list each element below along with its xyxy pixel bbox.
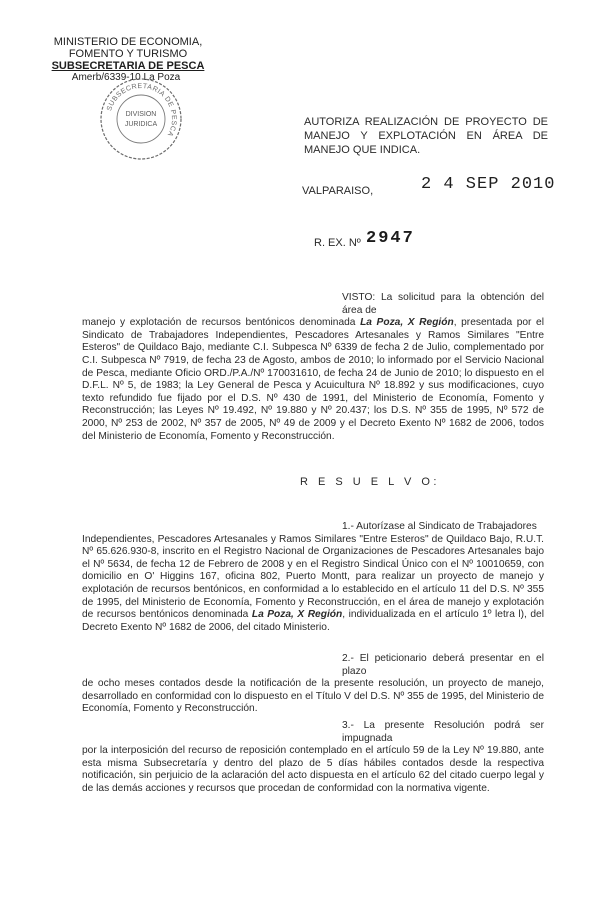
article-1-lead: 1.- Autorízase al Sindicato de Trabajadores xyxy=(342,521,537,532)
place-name: VALPARAISO, xyxy=(302,185,374,197)
area-name: La Poza, X Región xyxy=(360,317,454,329)
article-3-text: por la interposición del recurso de reposición contemplado en el artículo 59 de la Ley Nº 19.880, ante esta misma Subsecretaría y dentro del plazo de 5 días hábiles contados desde la respectiva notificación, sin perjuicio de la aclaración del acto dispuesta en el artículo 62 del citado cuerpo legal y de las demás acciones y recursos que procedan de conformidad con la normativa vigente. xyxy=(82,745,544,794)
article-3-lead: 3.- La presente Resolución podrá ser impugnada xyxy=(342,720,544,744)
file-reference: Amerb/6339-10 La Poza xyxy=(71,72,181,83)
article-2-text: de ocho meses contados desde la notificación de la presente resolución, un proyecto de manejo, desarrollado en conformidad con lo dispuesto en el Título V del D.S. Nº 355 de 1995, del Ministerio de Economía, Fomento y Reconstrucción. xyxy=(82,678,544,715)
visto-text-continued: , presentada por el Sindicato de Trabajadores Independientes, Pescadores Artesanales y Ramos Similares "Entre Esteros" de Quildaco Bajo, mediante C.I. Subpesca Nº 6339 de fecha 2 de Julio, complementado por C.I. Subpesca Nº 7919, de fecha 23 de Agosto, ambos de 2010; lo informado por el Servicio Nacional de Pesca, mediante Oficio ORD./P.A./Nº 170031610, de fecha 24 de Junio de 2010; lo dispuesto en el D.F.L. Nº 5, de 1983; la Ley General de Pesca y Acuicultura Nº 18.892 y sus modificaciones, cuyo texto refundido fue fijado por el D.S. Nº 430 de 1991, del Ministerio de Economía, Fomento y Reconstrucción; las Leyes Nº 19.492, Nº 19.880 y Nº 20.437; los D.S. Nº 355 de 1995, Nº 572 de 2000, Nº 253 de 2002, Nº 357 de 2005, Nº 49 de 2009 y el Decreto Exento Nº 1682 de 2006, todos del Ministerio de Economía, Fomento y Reconstrucción. xyxy=(82,317,544,442)
visto-paragraph xyxy=(82,292,544,443)
resolution-subject: AUTORIZA REALIZACIÓN DE PROYECTO DE MANEJO Y EXPLOTACIÓN EN ÁREA DE MANEJO QUE INDICA. xyxy=(304,116,548,156)
division-juridica-stamp xyxy=(98,76,184,162)
subsecretaria-name: SUBSECRETARIA DE PESCA xyxy=(51,60,205,72)
article-2 xyxy=(82,653,544,716)
article-3 xyxy=(82,720,544,796)
article-1-text-continued: , individualizada en el artículo 1º letra l), del Decreto Exento Nº 1682 de 2006, del citado Ministerio. xyxy=(82,609,544,633)
stamp-inner-line2: JURIDICA xyxy=(124,121,158,128)
resuelvo-heading: R E S U E L V O: xyxy=(300,476,440,488)
area-name: La Poza, X Región xyxy=(251,609,343,621)
article-1-text: Independientes, Pescadores Artesanales y Ramos Similares "Entre Esteros" de Quildaco Bajo, R.U.T. Nº 65.626.930-8, inscrito en el Registro Nacional de Organizaciones de Pescadores Artesanales bajo el Nº 5634, de fecha 12 de Febrero de 2008 y en el Registro Sindical Único con el Nº 10010659, con domicilio en O' Higgins 167, oficina 802, Puerto Montt, para realizar un proyecto de manejo y explotación de recursos bentónicos, en conformidad a lo establecido en el artículo 11 del D.S. Nº 355 de 1995, del Ministerio de Economía, Fomento y Reconstrucción, en el área de manejo y explotación de recursos bentónicos denominada xyxy=(82,533,544,621)
resolution-number-label: R. EX. Nº xyxy=(314,237,361,249)
visto-lead: VISTO: La solicitud para la obtención del área de xyxy=(342,292,544,316)
visto-text: manejo y explotación de recursos bentónicos denominada xyxy=(82,317,356,329)
article-1 xyxy=(82,521,544,634)
stamp-inner-line1: DIVISION xyxy=(125,111,157,118)
article-2-lead: 2.- El peticionario deberá presentar en el plazo xyxy=(342,653,544,677)
resolution-number: 2947 xyxy=(366,229,415,248)
resolution-date: 2 4 SEP 2010 xyxy=(421,175,556,194)
ministry-name-line2: FOMENTO Y TURISMO xyxy=(68,48,188,60)
stamp-outer-text: SUBSECRETARIA DE PESCA xyxy=(106,82,178,138)
ministry-name-line1: MINISTERIO DE ECONOMIA, xyxy=(53,36,203,48)
